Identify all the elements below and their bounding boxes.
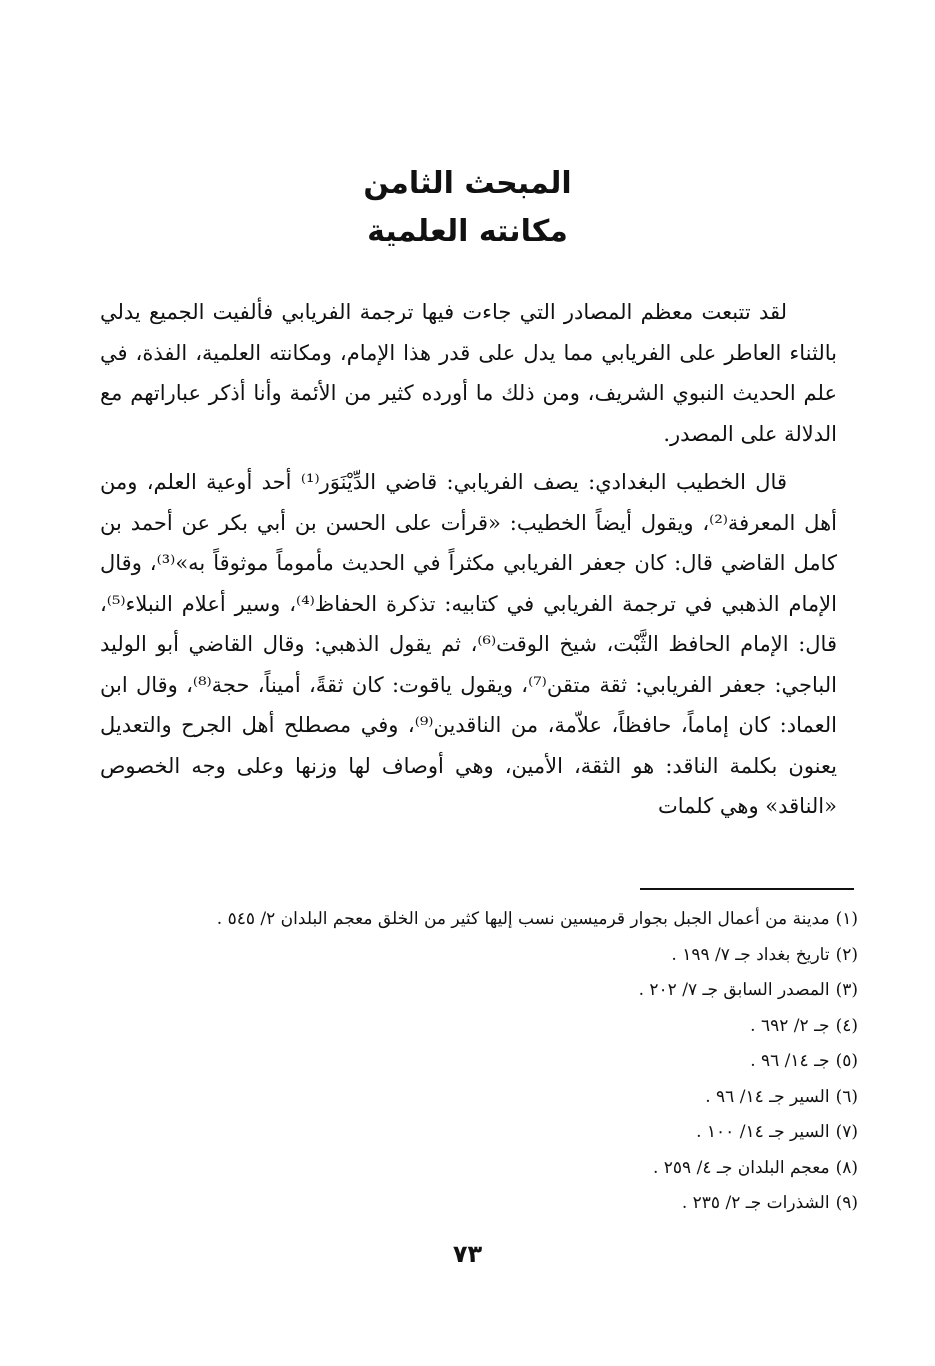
footnote-number: (٦) bbox=[835, 1086, 858, 1107]
footnote-divider bbox=[640, 888, 854, 890]
footnote-number: (٧) bbox=[835, 1122, 858, 1142]
footnote-number: (٢) bbox=[835, 944, 858, 965]
page-number: ٧٣ bbox=[452, 1240, 483, 1268]
footnote-number: (٤) bbox=[835, 1015, 858, 1036]
footnote-item bbox=[100, 973, 858, 1009]
footnote-item bbox=[100, 1186, 858, 1222]
footnote-text: جـ ١٤/ ٩٦ . bbox=[750, 1051, 830, 1071]
footnote-item bbox=[100, 1009, 858, 1045]
footnote-item bbox=[100, 1151, 858, 1187]
footnote-text: المصدر السابق جـ ٧/ ٢٠٢ . bbox=[638, 980, 830, 1000]
section-subtitle: مكانته العلمية bbox=[367, 214, 568, 249]
footnote-text: السير جـ ١٤/ ٩٦ . bbox=[705, 1086, 830, 1107]
footnote-text: الشذرات جـ ٢/ ٢٣٥ . bbox=[681, 1193, 830, 1213]
footnote-item bbox=[100, 1115, 858, 1151]
footnote-item bbox=[100, 1044, 858, 1080]
footnote-number: (٣) bbox=[835, 980, 858, 1000]
footnote-number: (١) bbox=[835, 909, 858, 929]
footnote-text: مدينة من أعمال الجبل بجوار قرميسين نسب إليها كثير من الخلق معجم البلدان ٢/ ٥٤٥ . bbox=[216, 909, 830, 929]
footnote-item bbox=[100, 902, 858, 938]
paragraph-quotes: قال الخطيب البغدادي: يصف الفريابي: قاضي الدِّيْنَوَر⁽¹⁾ أحد أوعية العلم، ومن أهل المعرفة⁽²⁾، ويقول أيضاً الخطيب: «قرأت على الحسن بن أبي بكر عن أحمد بن كامل القاضي قال: كان جعفر الفريابي مكثراً في الحديث مأموماً موثوقاً به»⁽³⁾، وقال الإمام الذهبي في ترجمة الفريابي في كتابيه: تذكرة الحفاظ⁽⁴⁾، وسير أعلام النبلاء⁽⁵⁾، قال: الإمام الحافظ الثَّبْت، شيخ الوقت⁽⁶⁾، ثم يقول الذهبي: وقال القاضي أبو الوليد الباجي: جعفر الفريابي: ثقة متقن⁽⁷⁾، ويقول ياقوت: كان ثقةً، أميناً، حجة⁽⁸⁾، وقال ابن العماد: كان إماماً، حافظاً، علاّمة، من الناقدين⁽⁹⁾، وفي مصطلح أهل الجرح والتعديل يعنون بكلمة الناقد: هو الثقة، الأمين، وهي أوصاف لها وزنها وعلى وجه الخصوص «الناقد» وهي كلمات bbox=[100, 470, 838, 818]
footnote-number: (٩) bbox=[835, 1193, 858, 1213]
chapter-heading bbox=[100, 160, 835, 256]
footnote-number: (٨) bbox=[835, 1157, 858, 1178]
section-title: المبحث الثامن bbox=[363, 166, 572, 201]
footnote-number: (٥) bbox=[835, 1051, 858, 1071]
footnote-item bbox=[100, 1080, 858, 1116]
footnote-item bbox=[100, 938, 858, 974]
footnotes-list bbox=[100, 902, 858, 1222]
footnote-text: السير جـ ١٤/ ١٠٠ . bbox=[696, 1122, 830, 1142]
footnote-text: معجم البلدان جـ ٤/ ٢٥٩ . bbox=[652, 1157, 830, 1178]
body-text bbox=[100, 292, 837, 835]
paragraph-intro: لقد تتبعت معظم المصادر التي جاءت فيها ترجمة الفريابي فألفيت الجميع يدلي بالثناء العاطر على الفريابي مما يدل على قدر هذا الإمام، ومكانته العلمية، الفذة، في علم الحديث النبوي الشريف، ومن ذلك ما أورده كثير من الأئمة وأنا أذكر عباراتهم مع الدلالة على المصدر. bbox=[100, 300, 838, 446]
footnote-text: تاريخ بغداد جـ ٧/ ١٩٩ . bbox=[671, 944, 830, 965]
footnote-text: جـ ٢/ ٦٩٢ . bbox=[750, 1015, 830, 1036]
